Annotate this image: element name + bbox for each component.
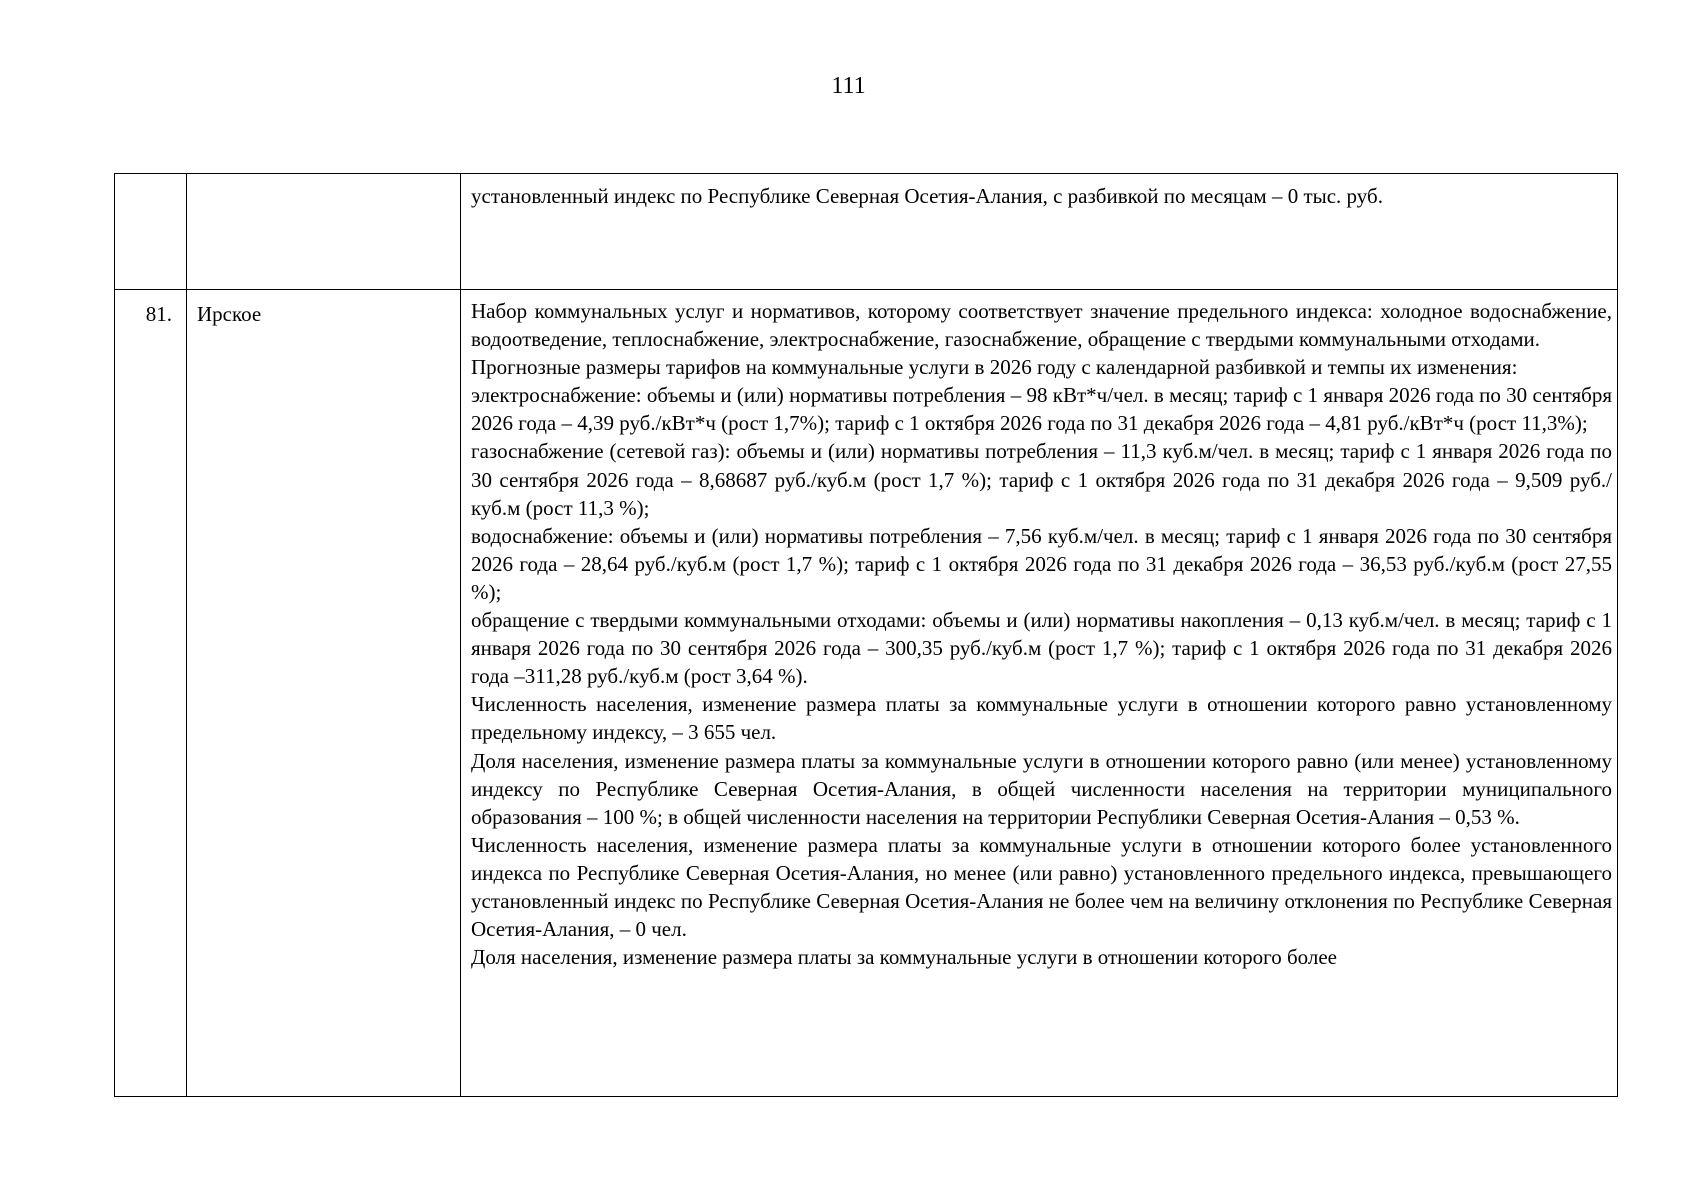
description-paragraph: установленный индекс по Республике Северная Осетия-Алания, с разбивкой по месяцам – 0 тыс. руб. (471, 184, 1383, 208)
description-paragraph: Численность населения, изменение размера платы за коммунальные услуги в отношении которого равно установленному предельному индексу, – 3 655 чел. (471, 692, 1612, 745)
description-paragraph: обращение с твердыми коммунальными отходами: объемы и (или) нормативы накопления – 0,13 куб.м/чел. в месяц; тариф с 1 января 2026 года по 30 сентября 2026 года – 300,35 руб./куб.м (рост 1,7 %); тариф с 1 октября 2026 года по 31 декабря 2026 года –311,28 руб./куб.м (рост 3,64 %). (471, 608, 1612, 689)
table-row (115, 290, 1618, 1097)
description-paragraph: Набор коммунальных услуг и нормативов, которому соответствует значение предельного индекса: холодное водоснабжение, водоотведение, теплоснабжение, электроснабжение, газоснабжение, обращение с твердыми коммунальными отходами. (471, 299, 1612, 352)
row-number-cell: 81. (115, 290, 187, 1097)
description-cell (461, 290, 1618, 1097)
description-paragraph: Численность населения, изменение размера платы за коммунальные услуги в отношении которого более установленного индекса по Республике Северная Осетия-Алания, но менее (или равно) установленного предельного индекса, превышающего установленный индекс по Республике Северная Осетия-Алания не более чем на величину отклонения по Республике Северная Осетия-Алания, – 0 чел. (471, 832, 1612, 942)
municipality-name-cell: Ирское (187, 290, 461, 1097)
description-paragraph: Доля населения, изменение размера платы за коммунальные услуги в отношении которого равно (или менее) установленному индексу по Республике Северная Осетия-Алания, в общей численности населения на территории муниципального образования – 100 %; в общей численности населения на территории Республики Северная Осетия-Алания – 0,53 %. (471, 748, 1612, 829)
description-cell (461, 174, 1618, 290)
description-paragraph: водоснабжение: объемы и (или) нормативы потребления – 7,56 куб.м/чел. в месяц; тариф с 1 января 2026 года по 30 сентября 2026 года – 28,64 руб./куб.м (рост 1,7 %); тариф с 1 октября 2026 года по 31 декабря 2026 года – 36,53 руб./куб.м (рост 27,55 %); (471, 523, 1612, 604)
tariff-table (114, 173, 1618, 1097)
description-paragraph: Прогнозные размеры тарифов на коммунальные услуги в 2026 году с календарной разбивкой и темпы их изменения: (471, 355, 1518, 380)
row-number-cell (115, 174, 187, 290)
table-row (115, 174, 1618, 290)
description-paragraph: газоснабжение (сетевой газ): объемы и (или) нормативы потребления – 11,3 куб.м/чел. в месяц; тариф с 1 января 2026 года по 30 сентября 2026 года – 8,68687 руб./куб.м (рост 1,7 %); тариф с 1 октября 2026 года по 31 декабря 2026 года – 9,509 руб./куб.м (рост 11,3 %); (471, 439, 1612, 520)
municipality-name-cell (187, 174, 461, 290)
description-paragraph: электроснабжение: объемы и (или) нормативы потребления – 98 кВт*ч/чел. в месяц; тариф с 1 января 2026 года по 30 сентября 2026 года – 4,39 руб./кВт*ч (рост 1,7%); тариф с 1 октября 2026 года по 31 декабря 2026 года – 4,81 руб./кВт*ч (рост 11,3%); (471, 383, 1612, 436)
page-number: 111 (831, 73, 866, 99)
description-paragraph: Доля населения, изменение размера платы за коммунальные услуги в отношении которого более (471, 945, 1338, 970)
